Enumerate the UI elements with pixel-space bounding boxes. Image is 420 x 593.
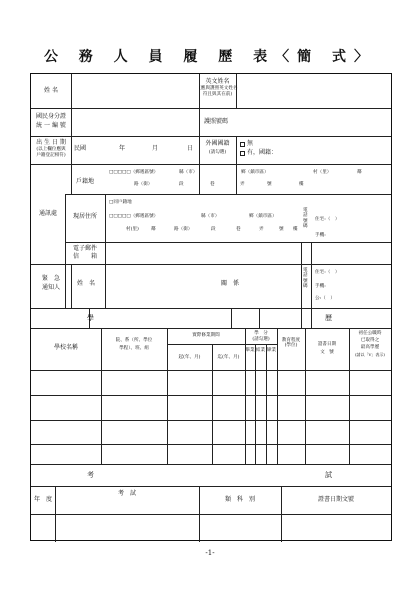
first-job-edu-header-4: (請以「V」表示): [354, 352, 385, 357]
exam-heading-right: 試: [325, 471, 332, 479]
cur-lane: 巷: [236, 227, 241, 232]
document-title: 公 務 人 員 履 歷 表〈簡 式〉: [43, 49, 377, 65]
cur-village: 村(里): [126, 227, 139, 232]
status-note: (請勾選): [252, 337, 270, 342]
exam-name-header: 考 試: [117, 490, 136, 497]
cur-road: 路（街）: [174, 227, 193, 232]
emergency-name-label: 姓 名: [77, 280, 96, 287]
reg-number: 號: [267, 182, 272, 187]
exam-year-header: 年 度: [33, 496, 52, 503]
reg-floor: 樓: [299, 182, 304, 187]
emergency-office-phone: 公:（ ）: [315, 296, 335, 301]
education-heading-left: 學: [87, 314, 94, 322]
passport-label: 護照號碼: [204, 118, 229, 125]
birth-label: 出 生 日 期: [36, 139, 66, 146]
reg-county: 縣（市）: [179, 170, 198, 175]
has-foreign-label: 有，國籍：: [247, 149, 278, 156]
registered-address-label: 戶籍地: [75, 178, 94, 185]
certificate-date-header: 證書日期: [317, 342, 337, 347]
english-name-note-1: (應與護照英文姓名: [199, 86, 238, 91]
reg-lin: 鄰: [357, 170, 362, 175]
department-header-2: 學程）、班、組: [119, 346, 149, 351]
cur-postal: □□□□□（郵遞區號）: [109, 214, 159, 219]
cur-county: 縣（市）: [201, 214, 220, 219]
emergency-phone-label: 電話號碼: [303, 268, 308, 289]
english-name-note-2: 符且與其在前): [202, 92, 233, 97]
cur-lin: 鄰: [151, 227, 156, 232]
cur-district: 鄉（鎮市區）: [249, 214, 277, 219]
reg-village: 村（里）: [313, 170, 332, 175]
phone-label: 電話號碼: [303, 208, 308, 229]
status-header: 學 分: [254, 331, 268, 336]
foreign-nationality-note: (請勾選): [208, 150, 227, 155]
exam-category-header: 類 科 別: [224, 496, 255, 503]
period-from-header: 起(年、月): [178, 355, 201, 360]
emergency-label-2: 通知人: [41, 284, 60, 291]
resume-form: [30, 73, 392, 541]
exam-certificate-header: 證書日期文號: [317, 496, 354, 503]
exam-heading-left: 考: [87, 471, 94, 479]
incomplete-header: 肄業: [266, 348, 277, 353]
english-name-label: 英文姓名: [205, 78, 230, 85]
emergency-home-phone: 住宅:（ ）: [315, 270, 340, 275]
no-foreign-label: 無: [247, 140, 254, 147]
email-label-1: 電子郵件: [72, 245, 97, 252]
period-header: 實際修業期間: [192, 333, 220, 338]
id-label-2: 統 一 編 號: [36, 122, 66, 129]
birth-year-label: 年: [119, 145, 126, 152]
id-label-1: 國民身分證: [35, 113, 66, 120]
emergency-relation-label: 關 係: [221, 280, 240, 287]
department-header-1: 院、系（所、學位: [115, 338, 153, 343]
email-label-2: 信 箱: [72, 253, 97, 260]
home-phone-label: 住宅:（ ）: [315, 217, 340, 222]
current-address-label: 現居住所: [72, 213, 97, 220]
mobile-label: 手機:: [315, 233, 326, 238]
birth-day-label: 日: [187, 145, 194, 152]
cur-section: 段: [211, 227, 216, 232]
name-label: 姓 名: [44, 87, 58, 94]
emergency-label-1: 緊 急: [41, 275, 60, 282]
certificate-number-header: 文 號: [320, 350, 334, 355]
degree-header: 教育程度(學位): [281, 338, 301, 349]
reg-alley: 弄: [240, 182, 245, 187]
page-number: -1-: [205, 549, 215, 557]
period-to-header: 迄(年、月): [217, 355, 240, 360]
education-heading-right: 歷: [325, 314, 332, 322]
reg-postal: □□□□□（郵遞區號）: [109, 170, 159, 175]
school-name-header: 學校名稱: [53, 344, 78, 351]
first-job-edu-header-2: 已取得之: [360, 338, 380, 343]
birth-month-label: 月: [152, 145, 159, 152]
birth-note-1: (以上欄位應與: [36, 147, 66, 152]
birth-era: 民國: [74, 145, 87, 152]
contact-label: 通訊處: [38, 210, 57, 217]
birth-note-2: 戶籍登記相符): [36, 153, 66, 158]
cur-floor: 樓: [293, 227, 298, 232]
reg-road: 路（街）: [134, 182, 153, 187]
emergency-mobile: 手機:: [315, 284, 326, 289]
first-job-edu-header-3: 最高學歷: [360, 345, 380, 350]
graduated-header: 畢業: [245, 348, 255, 353]
reg-section: 段: [179, 182, 184, 187]
same-as-registered[interactable]: □同戶籍地: [109, 200, 132, 205]
completed-header: 結業: [255, 348, 266, 353]
has-foreign-checkbox[interactable]: [240, 151, 245, 156]
reg-lane: 巷: [210, 182, 215, 187]
cur-alley: 弄: [259, 227, 264, 232]
no-foreign-checkbox[interactable]: [240, 142, 245, 147]
first-job-edu-header-1: 初任公職時: [358, 331, 382, 336]
foreign-nationality-label: 外國國籍: [205, 140, 230, 147]
cur-number: 號: [279, 227, 284, 232]
reg-district: 鄉（鎮市區）: [241, 170, 269, 175]
